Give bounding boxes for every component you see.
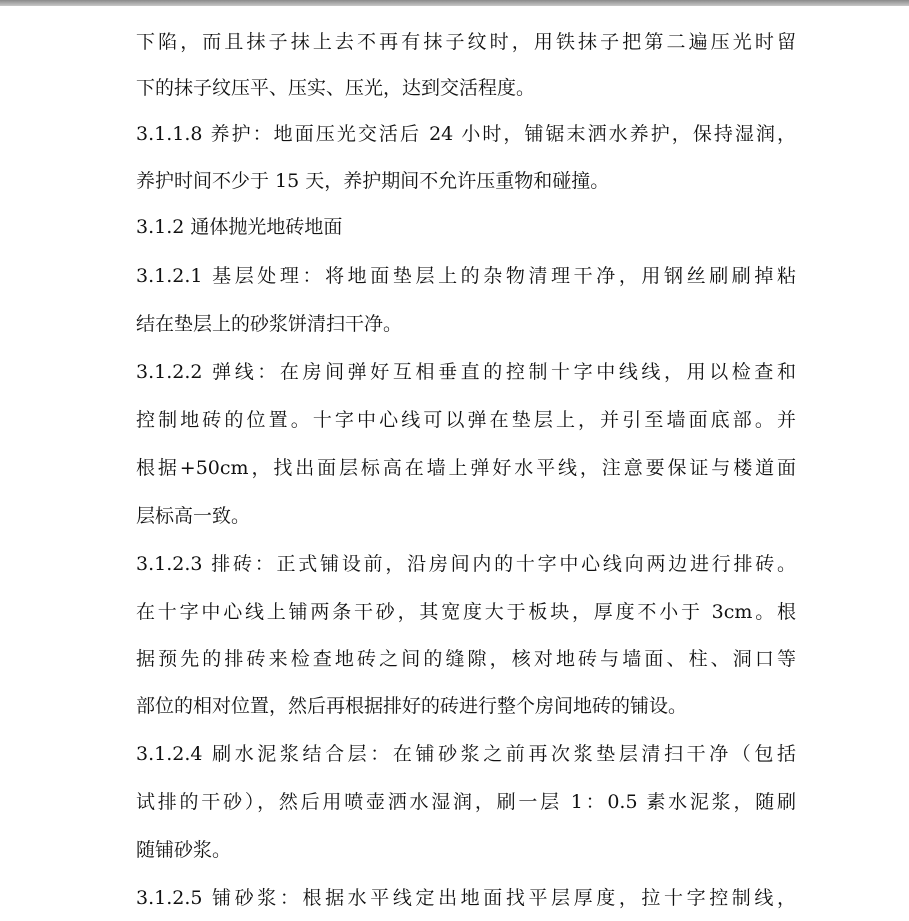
text-line: 养护时间不少于 15 天，养护期间不允许压重物和碰撞。 (136, 170, 610, 192)
text-line: 3.1.2.4 刷水泥浆结合层：在铺砂浆之前再次浆垫层清扫干净（包括 (136, 743, 796, 765)
text-line: 试排的干砂），然后用喷壶洒水湿润，刷一层 1：0.5 素水泥浆，随刷 (136, 791, 796, 813)
section-heading: 3.1.2 通体抛光地砖地面 (136, 216, 343, 238)
text-line: 下陷，而且抹子抹上去不再有抹子纹时，用铁抹子把第二遍压光时留 (136, 31, 796, 53)
text-line: 3.1.2.5 铺砂浆：根据水平线定出地面找平层厚度，拉十字控制线， (136, 887, 796, 909)
text-line: 控制地砖的位置。十字中心线可以弹在垫层上，并引至墙面底部。并 (136, 409, 796, 431)
text-line: 层标高一致。 (136, 505, 251, 527)
text-line: 3.1.2.2 弹线：在房间弹好互相垂直的控制十字中线线，用以检查和 (136, 361, 796, 383)
text-line: 结在垫层上的砂浆饼清扫干净。 (136, 313, 403, 335)
text-line: 随铺砂浆。 (136, 839, 232, 861)
text-line: 据预先的排砖来检查地砖之间的缝隙，核对地砖与墙面、柱、洞口等 (136, 648, 796, 670)
text-line: 3.1.1.8 养护：地面压光交活后 24 小时，铺锯末洒水养护，保持湿润， (136, 123, 796, 145)
text-line: 在十字中心线上铺两条干砂，其宽度大于板块，厚度不小于 3cm。根 (136, 601, 796, 623)
text-line: 部位的相对位置，然后再根据排好的砖进行整个房间地砖的铺设。 (136, 695, 688, 717)
text-line: 下的抹子纹压平、压实、压光，达到交活程度。 (136, 77, 536, 99)
text-line: 3.1.2.3 排砖：正式铺设前，沿房间内的十字中心线向两边进行排砖。 (136, 553, 796, 575)
text-line: 3.1.2.1 基层处理：将地面垫层上的杂物清理干净，用钢丝刷刷掉粘 (136, 265, 796, 287)
text-line: 根据+50cm，找出面层标高在墙上弹好水平线，注意要保证与楼道面 (136, 457, 796, 479)
